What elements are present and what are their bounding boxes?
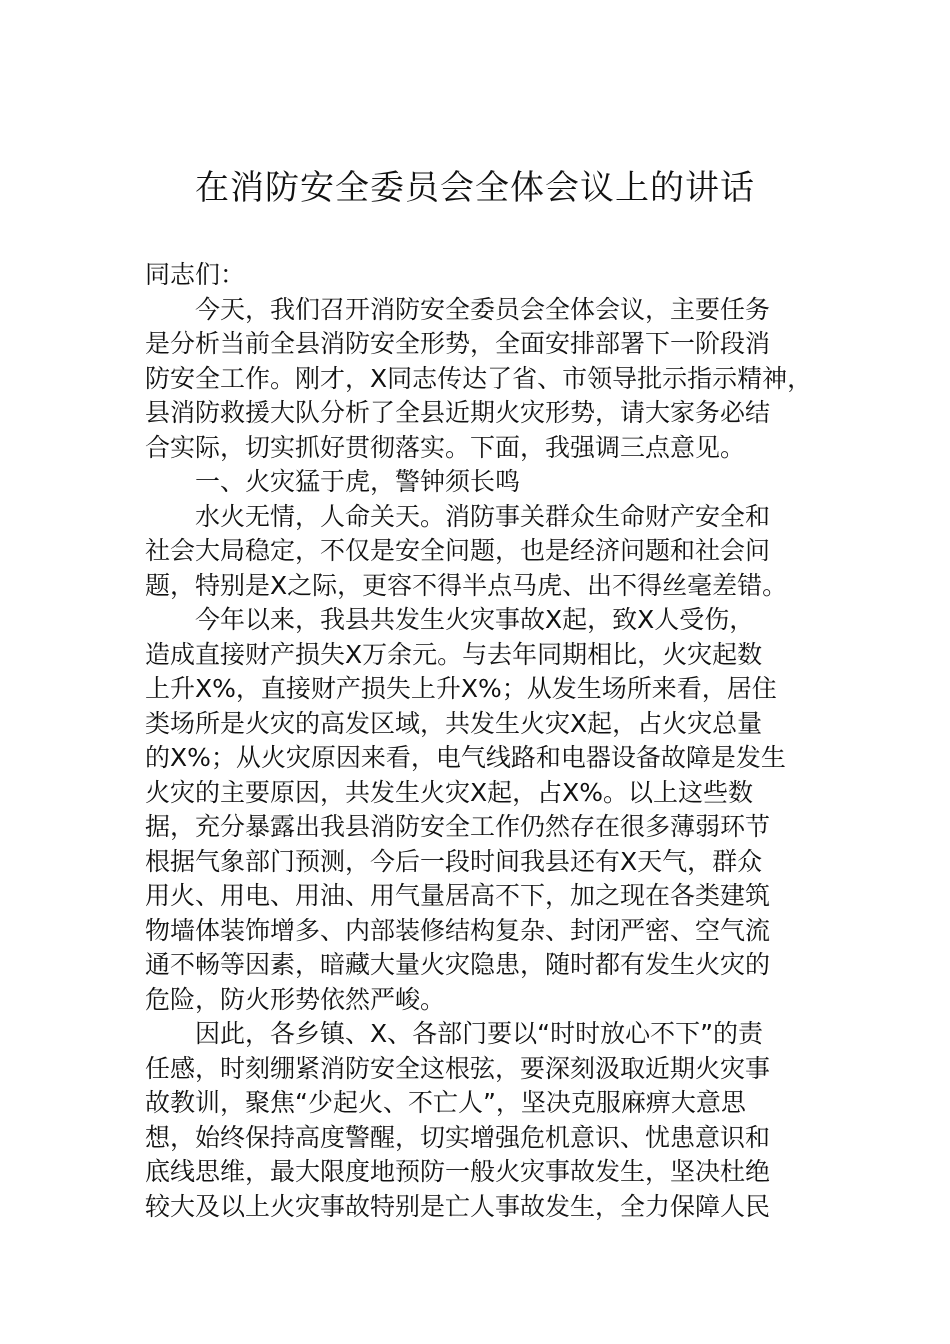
text-line: 想，始终保持高度警醒，切实增强危机意识、忧患意识和 [145, 1122, 771, 1152]
document-body [145, 258, 813, 1224]
paragraph-lines [145, 293, 813, 1225]
text-line: 火灾的主要原因，共发生火灾X起，占X%。以上这些数 [145, 777, 754, 807]
text-line: 县消防救援大队分析了全县近期火灾形势，请大家务必结 [145, 398, 771, 427]
text-line: 较大及以上火灾事故特别是亡人事故发生，全力保障人民 [145, 1191, 771, 1221]
text-line: 任感，时刻绷紧消防安全这根弦，要深刻汲取近期火灾事 [145, 1053, 771, 1083]
text-line: 的X%；从火灾原因来看，电气线路和电器设备故障是发生 [145, 743, 786, 772]
text-line: 题，特别是X之际，更容不得半点马虎、出不得丝毫差错。 [145, 570, 788, 600]
text-line: 合实际，切实抓好贯彻落实。下面，我强调三点意见。 [145, 432, 746, 462]
text-line: 今天，我们召开消防安全委员会全体会议，主要任务 [195, 294, 771, 324]
text-line: 用火、用电、用油、用气量居高不下，加之现在各类建筑 [145, 881, 771, 910]
salutation: 同志们： [145, 260, 246, 289]
text-line: 上升X%，直接财产损失上升X%；从发生场所来看，居住 [145, 674, 777, 703]
text-line: 根据气象部门预测，今后一段时间我县还有X天气，群众 [145, 846, 763, 876]
text-line: 物墙体装饰增多、内部装修结构复杂、封闭严密、空气流 [145, 915, 771, 945]
text-line: 今年以来，我县共发生火灾事故X起，致X人受伤， [195, 605, 755, 634]
document-title: 在消防安全委员会全体会议上的讲话 [195, 168, 755, 208]
text-line: 危险，防火形势依然严峻。 [145, 984, 446, 1014]
text-line: 是分析当前全县消防安全形势，全面安排部署下一阶段消 [145, 329, 771, 358]
text-line: 造成直接财产损失X万余元。与去年同期相比，火灾起数 [145, 639, 763, 669]
text-line: 据，充分暴露出我县消防安全工作仍然存在很多薄弱环节 [145, 812, 771, 841]
text-line: 水火无情，人命关天。消防事关群众生命财产安全和 [195, 501, 771, 531]
text-line: 因此，各乡镇、X、各部门要以“时时放心不下”的责 [195, 1019, 764, 1048]
text-line: 社会大局稳定，不仅是安全问题，也是经济问题和社会问 [145, 536, 771, 565]
text-line: 一、火灾猛于虎，警钟须长鸣 [195, 467, 521, 496]
text-line: 通不畅等因素，暗藏大量火灾隐患，随时都有发生火灾的 [145, 950, 771, 979]
text-line: 底线思维，最大限度地预防一般火灾事故发生，坚决杜绝 [145, 1157, 771, 1186]
text-line: 故教训，聚焦“少起火、不亡人”，坚决克服麻痹大意思 [145, 1088, 746, 1117]
text-line: 防安全工作。刚才，X同志传达了省、市领导批示指示精神， [145, 363, 813, 393]
text-line: 类场所是火灾的高发区域，共发生火灾X起，占火灾总量 [145, 708, 763, 738]
